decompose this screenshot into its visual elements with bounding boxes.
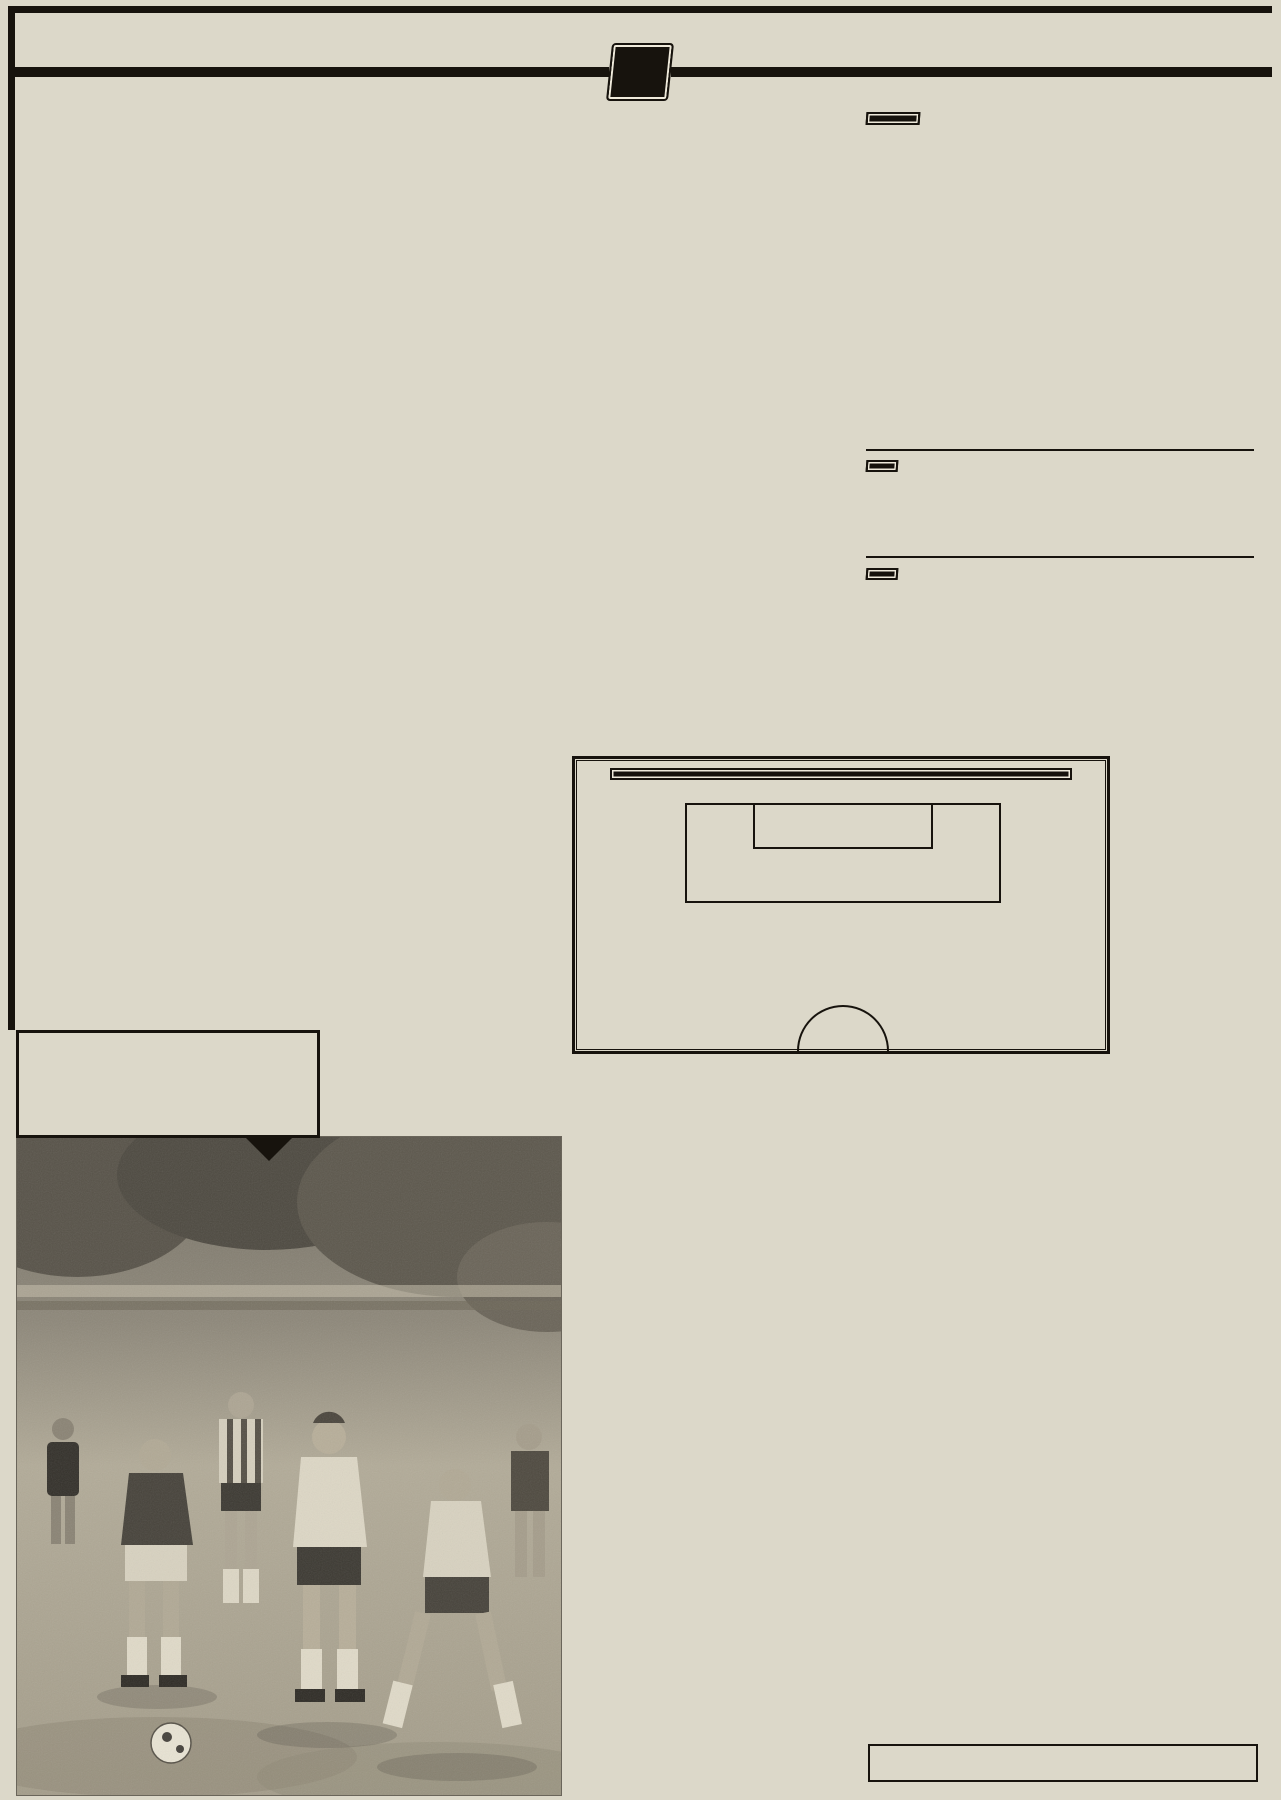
match-heading — [862, 1064, 1252, 1082]
photo-caption-box — [16, 1030, 320, 1138]
soccer-ball-icon — [625, 51, 629, 92]
top-scorers-label — [866, 460, 899, 472]
top-rule — [8, 6, 1272, 13]
match-heading — [310, 740, 568, 758]
goal-box-line — [753, 803, 933, 849]
match-bad-tatzmannsdorf-markt-neuhodis — [584, 228, 846, 744]
top-scorers-box — [866, 458, 1254, 475]
page-banner — [8, 44, 1272, 100]
match-grafenschachen-loipersdorf — [310, 228, 568, 738]
main-headline-block — [306, 104, 852, 115]
match-kohfidisch-unterwart — [310, 740, 568, 1136]
left-rule — [8, 6, 15, 1030]
match-heading — [578, 1064, 846, 1082]
page-footer — [868, 1744, 1258, 1782]
match-wiesfleck-unterschuetzen — [862, 1064, 1252, 1704]
divider-rule — [866, 449, 1254, 451]
next-round-box — [866, 566, 1254, 583]
match-heading — [584, 228, 846, 246]
team-of-the-week-title — [610, 768, 1072, 780]
match-photo — [16, 1136, 562, 1796]
next-round-label — [866, 568, 899, 580]
league-table-title — [866, 112, 921, 125]
divider-rule — [866, 556, 1254, 558]
banner-rule-right — [671, 67, 1272, 77]
pointer-triangle-icon — [243, 1135, 295, 1161]
match-markt-allhau-goberling — [34, 100, 298, 546]
match-bernstein-deutsch-schuetzen — [578, 1064, 846, 1624]
penalty-arc-line — [797, 1005, 889, 1051]
match-heading — [34, 552, 298, 570]
team-of-the-week-box — [572, 756, 1110, 1054]
match-heading — [310, 228, 568, 246]
match-siget-schachendorf — [34, 552, 298, 1022]
section-title — [637, 48, 641, 87]
match-heading — [34, 100, 298, 118]
match-photo-image — [17, 1137, 561, 1795]
banner-rule-left — [8, 67, 609, 77]
league-table — [866, 112, 1254, 138]
pitch-diagram — [575, 759, 1107, 1051]
section-title-ribbon — [606, 43, 674, 101]
